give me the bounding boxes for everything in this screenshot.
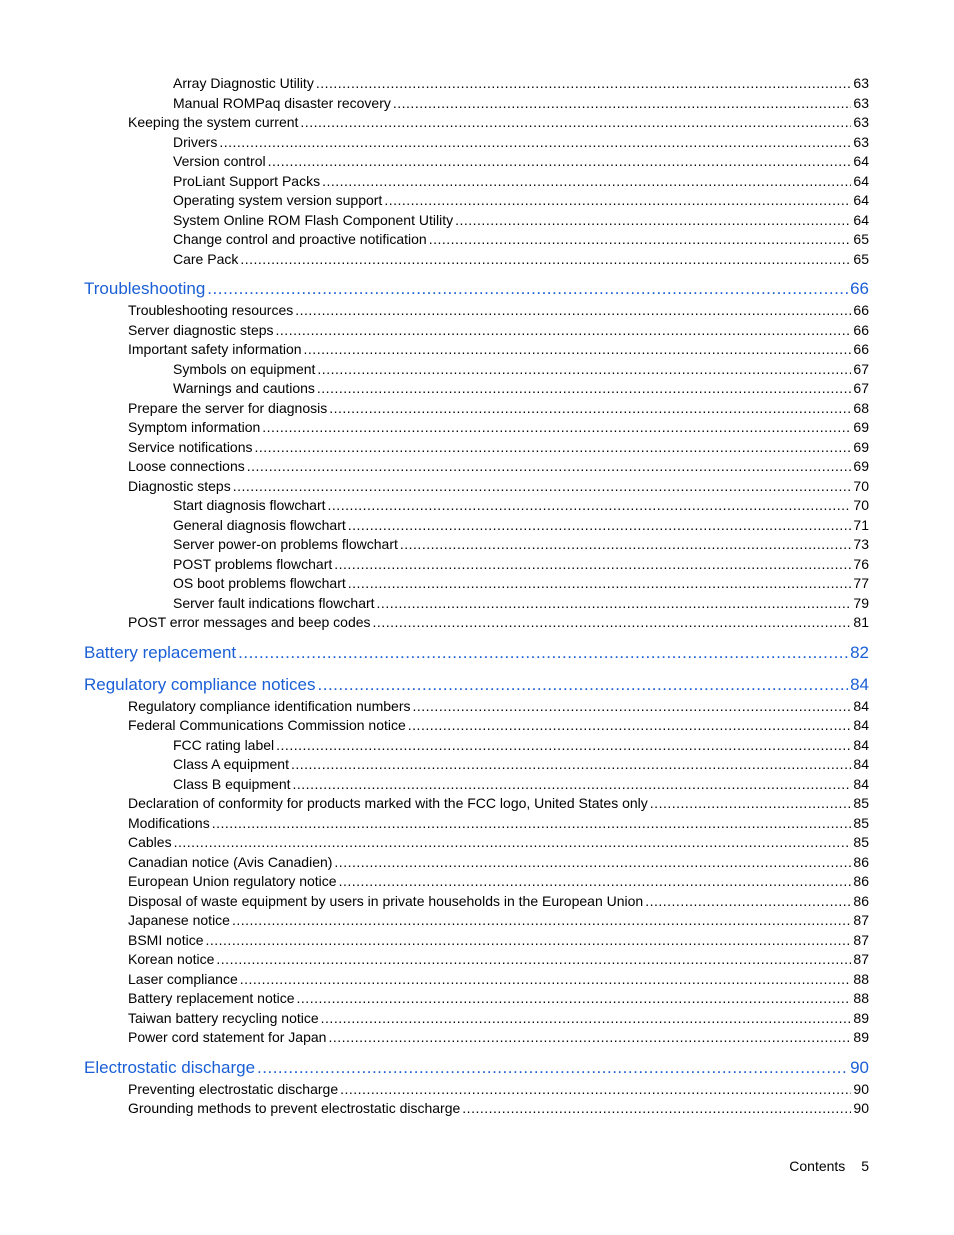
toc-entry[interactable] <box>84 301 869 321</box>
toc-entry-title: Troubleshooting resources <box>128 302 294 318</box>
toc-entry-title: Symbols on equipment <box>173 360 316 377</box>
toc-entry[interactable] <box>84 1099 869 1119</box>
toc-entry-title: Drivers <box>173 133 218 150</box>
dot-leader <box>219 133 851 153</box>
toc-chapter-entry[interactable] <box>84 673 869 697</box>
toc-entry[interactable] <box>84 931 869 951</box>
toc-entry-title: European Union regulatory notice <box>128 873 337 889</box>
toc-entry-page: 69 <box>853 419 869 435</box>
toc-entry[interactable] <box>84 438 869 458</box>
dot-leader <box>291 755 851 775</box>
toc-entry-page: 64 <box>853 153 869 169</box>
toc-entry-page: 82 <box>850 642 869 662</box>
toc-entry-title: Server power-on problems flowchart <box>173 536 398 552</box>
toc-entry-title: Disposal of waste equipment by users in private households in the European Union <box>128 892 644 909</box>
toc-chapter-entry[interactable] <box>84 1056 869 1080</box>
toc-entry-page: 69 <box>853 438 869 455</box>
dot-leader <box>174 833 852 853</box>
page-number: 5 <box>861 1158 869 1174</box>
table-of-contents <box>84 74 869 1119</box>
toc-entry-title: Version control <box>173 153 266 169</box>
dot-leader <box>400 535 852 555</box>
toc-entry[interactable] <box>84 133 869 153</box>
dot-leader <box>295 301 851 321</box>
toc-entry-page: 69 <box>853 458 869 474</box>
toc-entry-page: 84 <box>853 756 869 772</box>
toc-entry-title: General diagnosis flowchart <box>173 516 346 533</box>
dot-leader <box>240 970 852 990</box>
dot-leader <box>329 399 851 419</box>
toc-entry[interactable] <box>84 716 869 736</box>
toc-entry[interactable] <box>84 892 869 912</box>
toc-entry-page: 64 <box>853 211 869 228</box>
dot-leader <box>650 794 852 814</box>
toc-entry-page: 66 <box>853 341 869 357</box>
dot-leader <box>334 555 851 575</box>
toc-entry[interactable] <box>84 516 869 536</box>
toc-entry-page: 81 <box>853 614 869 630</box>
toc-entry-title: Class B equipment <box>173 775 291 792</box>
footer-label: Contents <box>789 1158 846 1174</box>
toc-entry-page: 67 <box>853 360 869 377</box>
toc-entry-page: 65 <box>853 250 869 267</box>
dot-leader <box>340 1080 851 1100</box>
toc-chapter-entry[interactable] <box>84 641 869 665</box>
toc-entry[interactable] <box>84 755 869 775</box>
toc-entry[interactable] <box>84 211 869 231</box>
dot-leader <box>276 736 851 756</box>
toc-entry-page: 76 <box>853 555 869 572</box>
toc-entry[interactable] <box>84 970 869 990</box>
toc-entry-title: Modifications <box>128 814 210 831</box>
toc-entry-title: Korean notice <box>128 951 215 967</box>
toc-entry-title: Operating system version support <box>173 192 383 208</box>
toc-entry[interactable] <box>84 853 869 873</box>
toc-entry-title: Preventing electrostatic discharge <box>128 1080 339 1097</box>
toc-entry[interactable] <box>84 1009 869 1029</box>
toc-entry[interactable] <box>84 230 869 250</box>
dot-leader <box>317 360 851 380</box>
dot-leader <box>276 321 852 341</box>
toc-entry-title: Cables <box>128 834 172 850</box>
toc-entry[interactable] <box>84 94 869 114</box>
toc-entry-title: Loose connections <box>128 458 245 474</box>
toc-entry[interactable] <box>84 496 869 516</box>
toc-entry-title: Symptom information <box>128 419 261 435</box>
toc-entry[interactable] <box>84 152 869 172</box>
dot-leader <box>377 594 852 614</box>
dot-leader <box>212 814 852 834</box>
toc-entry-page: 85 <box>853 795 869 811</box>
toc-entry[interactable] <box>84 574 869 594</box>
toc-entry-page: 79 <box>853 594 869 611</box>
toc-entry-page: 89 <box>853 1009 869 1026</box>
toc-entry[interactable] <box>84 911 869 931</box>
toc-entry-title: Regulatory compliance notices <box>84 674 316 694</box>
dot-leader <box>328 496 852 516</box>
toc-entry-page: 85 <box>853 814 869 831</box>
toc-entry-title: Power cord statement for Japan <box>128 1029 327 1045</box>
toc-entry-page: 86 <box>853 853 869 870</box>
toc-entry-title: Battery replacement <box>84 642 237 662</box>
toc-entry-title: Warnings and cautions <box>173 380 315 396</box>
toc-entry-page: 64 <box>853 172 869 189</box>
dot-leader <box>429 230 852 250</box>
toc-entry[interactable] <box>84 794 869 814</box>
dot-leader <box>645 892 851 912</box>
dot-leader <box>297 989 852 1009</box>
toc-entry[interactable] <box>84 457 869 477</box>
toc-entry[interactable] <box>84 814 869 834</box>
toc-entry-title: Care Pack <box>173 250 239 267</box>
toc-entry-page: 70 <box>853 497 869 513</box>
toc-entry-title: Laser compliance <box>128 970 238 987</box>
dot-leader <box>462 1099 851 1119</box>
toc-entry-title: Diagnostic steps <box>128 477 231 494</box>
dot-leader <box>348 574 852 594</box>
dot-leader <box>455 211 851 231</box>
toc-entry[interactable] <box>84 340 869 360</box>
toc-entry[interactable] <box>84 250 869 270</box>
toc-entry[interactable] <box>84 360 869 380</box>
dot-leader <box>233 477 852 497</box>
toc-entry-page: 63 <box>853 133 869 150</box>
dot-leader <box>304 340 852 360</box>
toc-entry[interactable] <box>84 555 869 575</box>
dot-leader <box>339 872 852 892</box>
toc-entry-page: 84 <box>850 674 869 694</box>
toc-entry-page: 84 <box>853 775 869 792</box>
toc-entry[interactable] <box>84 775 869 795</box>
toc-entry-title: POST problems flowchart <box>173 555 333 572</box>
toc-entry-page: 86 <box>853 892 869 909</box>
dot-leader <box>373 613 852 633</box>
toc-entry-page: 63 <box>853 94 869 111</box>
toc-entry-page: 65 <box>853 231 869 247</box>
toc-entry-page: 86 <box>853 873 869 889</box>
dot-leader <box>300 113 851 133</box>
dot-leader <box>318 673 849 697</box>
toc-entry[interactable] <box>84 833 869 853</box>
toc-entry[interactable] <box>84 872 869 892</box>
dot-leader <box>232 911 851 931</box>
toc-entry-page: 87 <box>853 912 869 928</box>
toc-entry-title: Electrostatic discharge <box>84 1057 256 1077</box>
toc-entry-page: 87 <box>853 931 869 948</box>
toc-entry[interactable] <box>84 950 869 970</box>
toc-entry[interactable] <box>84 697 869 717</box>
toc-entry-page: 71 <box>853 516 869 533</box>
dot-leader <box>207 277 848 301</box>
toc-entry-title: Change control and proactive notification <box>173 231 427 247</box>
toc-entry-title: Start diagnosis flowchart <box>173 497 326 513</box>
dot-leader <box>348 516 852 536</box>
toc-entry-title: System Online ROM Flash Component Utility <box>173 211 454 228</box>
toc-entry-title: Keeping the system current <box>128 114 299 130</box>
toc-entry[interactable] <box>84 321 869 341</box>
toc-entry[interactable] <box>84 1080 869 1100</box>
toc-entry-title: Class A equipment <box>173 756 289 772</box>
toc-entry-title: Declaration of conformity for products marked with the FCC logo, United States only <box>128 795 648 811</box>
toc-entry-page: 66 <box>853 302 869 318</box>
dot-leader <box>262 418 851 438</box>
dot-leader <box>412 697 851 717</box>
dot-leader <box>238 641 848 665</box>
toc-entry-title: Important safety information <box>128 341 302 357</box>
toc-entry-page: 77 <box>853 575 869 591</box>
toc-entry-title: Taiwan battery recycling notice <box>128 1009 319 1026</box>
toc-entry-page: 63 <box>853 114 869 130</box>
toc-entry-page: 66 <box>853 321 869 338</box>
dot-leader <box>257 1056 848 1080</box>
toc-entry[interactable] <box>84 399 869 419</box>
toc-entry[interactable] <box>84 172 869 192</box>
dot-leader <box>317 379 852 399</box>
toc-entry-title: OS boot problems flowchart <box>173 575 346 591</box>
dot-leader <box>384 191 851 211</box>
toc-entry[interactable] <box>84 535 869 555</box>
toc-entry-title: Battery replacement notice <box>128 990 295 1006</box>
dot-leader <box>240 250 851 270</box>
dot-leader <box>268 152 852 172</box>
toc-entry-page: 88 <box>853 990 869 1006</box>
toc-entry-title: Troubleshooting <box>84 279 206 298</box>
toc-entry[interactable] <box>84 594 869 614</box>
toc-entry-title: Server diagnostic steps <box>128 321 274 338</box>
toc-entry-title: POST error messages and beep codes <box>128 614 371 630</box>
toc-entry-page: 84 <box>853 717 869 733</box>
toc-entry[interactable] <box>84 1028 869 1048</box>
toc-entry-page: 84 <box>853 697 869 714</box>
toc-entry[interactable] <box>84 477 869 497</box>
dot-leader <box>255 438 852 458</box>
toc-entry-page: 67 <box>853 380 869 396</box>
dot-leader <box>205 931 851 951</box>
dot-leader <box>408 716 852 736</box>
toc-entry[interactable] <box>84 191 869 211</box>
toc-entry-page: 90 <box>850 1057 869 1077</box>
toc-entry-title: Array Diagnostic Utility <box>173 75 314 91</box>
toc-entry[interactable] <box>84 113 869 133</box>
toc-entry-title: Canadian notice (Avis Canadien) <box>128 853 333 870</box>
toc-entry-page: 89 <box>853 1029 869 1045</box>
toc-entry-page: 70 <box>853 477 869 494</box>
toc-entry-page: 84 <box>853 736 869 753</box>
toc-entry-page: 64 <box>853 192 869 208</box>
toc-entry-title: Server fault indications flowchart <box>173 594 375 611</box>
toc-entry-page: 68 <box>853 399 869 416</box>
page-footer <box>789 1158 869 1174</box>
toc-entry-title: ProLiant Support Packs <box>173 172 321 189</box>
toc-entry-title: Regulatory compliance identification numbers <box>128 697 411 714</box>
toc-entry-title: Manual ROMPaq disaster recovery <box>173 94 391 111</box>
toc-entry-page: 88 <box>853 970 869 987</box>
dot-leader <box>216 950 851 970</box>
toc-entry[interactable] <box>84 736 869 756</box>
toc-entry-page: 85 <box>853 834 869 850</box>
toc-entry-page: 90 <box>853 1080 869 1097</box>
toc-chapter-entry[interactable] <box>84 277 869 301</box>
toc-entry-title: Japanese notice <box>128 912 230 928</box>
dot-leader <box>247 457 852 477</box>
toc-entry-page: 87 <box>853 951 869 967</box>
toc-entry-title: FCC rating label <box>173 736 275 753</box>
toc-entry[interactable] <box>84 418 869 438</box>
toc-entry-page: 73 <box>853 536 869 552</box>
toc-entry-title: BSMI notice <box>128 931 204 948</box>
dot-leader <box>328 1028 851 1048</box>
toc-entry-title: Grounding methods to prevent electrostatic discharge <box>128 1100 461 1116</box>
toc-entry-title: Prepare the server for diagnosis <box>128 399 328 416</box>
toc-entry-title: Federal Communications Commission notice <box>128 717 406 733</box>
dot-leader <box>316 74 852 94</box>
toc-entry-page: 63 <box>853 75 869 91</box>
dot-leader <box>334 853 851 873</box>
dot-leader <box>322 172 851 192</box>
dot-leader <box>321 1009 852 1029</box>
toc-entry[interactable] <box>84 74 869 94</box>
toc-entry[interactable] <box>84 379 869 399</box>
toc-entry-title: Service notifications <box>128 438 253 455</box>
toc-entry-page: 66 <box>850 279 869 298</box>
toc-entry-page: 90 <box>853 1100 869 1116</box>
toc-entry[interactable] <box>84 989 869 1009</box>
toc-entry[interactable] <box>84 613 869 633</box>
dot-leader <box>293 775 852 795</box>
dot-leader <box>393 94 852 114</box>
